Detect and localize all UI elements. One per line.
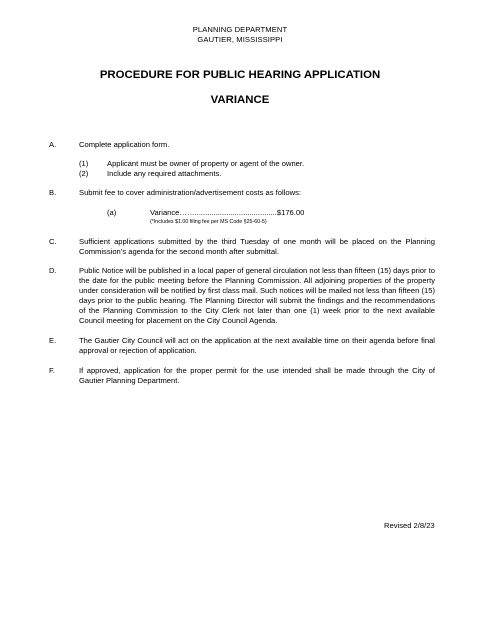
fee-item-number: (a) (107, 208, 117, 217)
section-a-item-1-number: (1) (79, 159, 89, 168)
revision-date: Revised 2/8/23 (384, 521, 435, 530)
department-name: PLANNING DEPARTMENT (192, 25, 288, 34)
section-d-letter: D. (49, 266, 57, 275)
section-d-text: Public Notice will be published in a local paper of general circulation not less than fifteen (15) days prior to the date for the public meeting before the Planning Commission. All adjoining properties of the property under consideration will be notified by first class mail. Such notices will be mailed not less than fifteen (15) days prior to the public hearing. The Planning Director will submit the findings and the recommendations of the Planning Commission to the City Clerk not later than one (1) week prior to the next available Council meeting for placement on the City Council Agenda. (79, 266, 435, 325)
section-a-letter: A. (49, 140, 57, 149)
section-b-letter: B. (49, 188, 57, 197)
section-f-letter: F. (49, 366, 55, 375)
section-e-text: The Gautier City Council will act on the application at the next available time on their agenda before final approval or rejection of application. (79, 336, 435, 355)
section-a-item-1-text: Applicant must be owner of property or agent of the owner. (107, 159, 305, 168)
section-f-text: If approved, application for the proper permit for the use intended shall be made through the City of Gautier Planning Department. (79, 366, 435, 385)
section-a-item-2-text: Include any required attachments. (107, 169, 222, 178)
document-title: PROCEDURE FOR PUBLIC HEARING APPLICATION (99, 69, 381, 81)
section-c-text: Sufficient applications submitted by the third Tuesday of one month will be placed on the Planning Commission’s agenda for the second month after submittal. (79, 237, 435, 256)
fee-note: (*Includes $1.00 filing fee per MS Code §25-60-5) (150, 219, 267, 225)
variance-fee-line: Variance…….......................................$176.00 (150, 208, 305, 217)
section-e-letter: E. (49, 336, 57, 345)
department-location: GAUTIER, MISSISSIPPI (197, 35, 283, 44)
section-a-text: Complete application form. (79, 140, 170, 149)
section-b-text: Submit fee to cover administration/advertisement costs as follows: (79, 188, 302, 197)
document-subtitle: VARIANCE (210, 94, 270, 106)
section-c-letter: C. (49, 237, 57, 246)
section-a-item-2-number: (2) (79, 169, 89, 178)
